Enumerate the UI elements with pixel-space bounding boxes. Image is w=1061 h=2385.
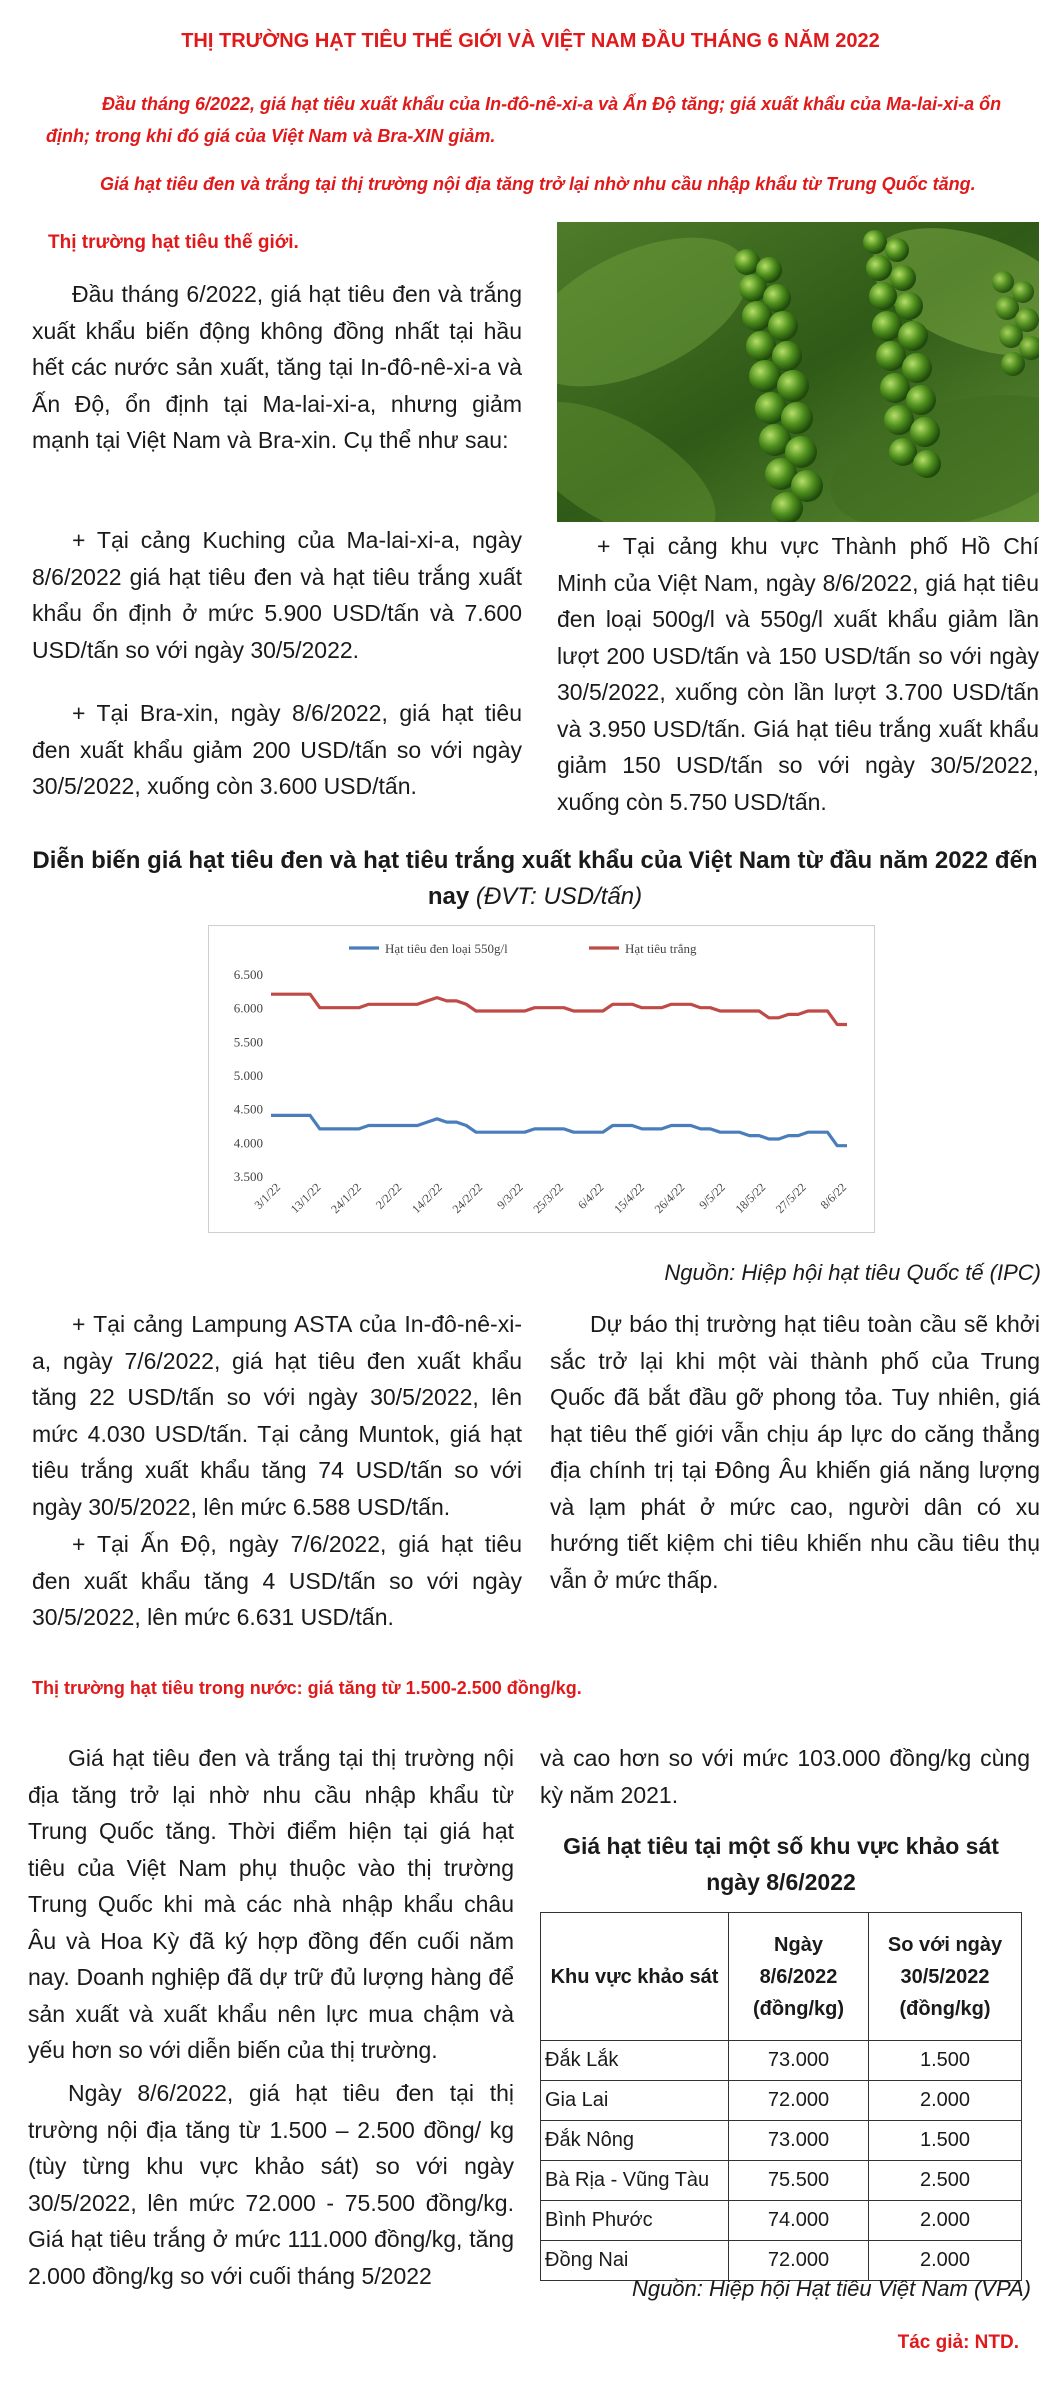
- price-chart: [208, 925, 875, 1233]
- series-line-white-pepper: [271, 994, 847, 1024]
- table-row: [541, 2241, 1022, 2281]
- table-title: Giá hạt tiêu tại một số khu vực khảo sát ngày 8/6/2022: [563, 1833, 999, 1895]
- x-tick-label: 26/4/22: [651, 1180, 688, 1217]
- cell-region: Bà Rịa - Vũng Tàu: [541, 2161, 729, 2201]
- x-tick-label: 13/1/22: [287, 1180, 324, 1217]
- cell-price: 75.500: [729, 2161, 869, 2201]
- y-tick-label: 4.000: [233, 1135, 263, 1151]
- world-market-heading: Thị trường hạt tiêu thế giới.: [48, 232, 299, 253]
- x-tick-label: 25/3/22: [530, 1180, 567, 1217]
- header-price: Ngày 8/6/2022 (đồng/kg): [729, 1913, 869, 2041]
- table-row: [541, 2201, 1022, 2241]
- x-tick-label: 8/6/22: [817, 1180, 850, 1212]
- cell-region: Đắk Nông: [541, 2121, 729, 2161]
- domestic-paragraph-2-continued: và cao hơn so với mức 103.000 đồng/kg cùng kỳ năm 2021.: [540, 1745, 1030, 1808]
- price-table: [540, 1912, 1022, 2281]
- y-tick-label: 4.500: [233, 1101, 263, 1117]
- chart-title-main: Diễn biến giá hạt tiêu đen và hạt tiêu trắng xuất khẩu của Việt Nam từ đầu năm 2022 đến nay: [32, 847, 1038, 910]
- cell-change: 2.500: [869, 2161, 1022, 2201]
- cell-region: Bình Phước: [541, 2201, 729, 2241]
- y-tick-label: 6.500: [233, 967, 263, 982]
- y-tick-label: 3.500: [233, 1169, 263, 1184]
- header-change: So với ngày 30/5/2022 (đồng/kg): [869, 1913, 1022, 2041]
- cell-change: 2.000: [869, 2241, 1022, 2281]
- summary-line-2: Giá hạt tiêu đen và trắng tại thị trường nội địa tăng trở lại nhờ nhu cầu nhập khẩu từ Trung Quốc tăng.: [100, 174, 976, 194]
- table-header-row: [541, 1913, 1022, 2041]
- table-row: [541, 2161, 1022, 2201]
- cell-price: 72.000: [729, 2081, 869, 2121]
- chart-title: [30, 843, 1040, 915]
- vietnam-export-paragraph: + Tại cảng khu vực Thành phố Hồ Chí Minh của Việt Nam, ngày 8/6/2022, giá hạt tiêu đen loại 500g/l và 550g/l xuất khẩu giảm lần lượt 200 USD/tấn và 150 USD/tấn so với ngày 30/5/2022, xuống còn lần lượt 3.700 USD/tấn và 3.950 USD/tấn. Giá hạt tiêu trắng xuất khẩu giảm 150 USD/tấn so với ngày 30/5/2022, xuống còn 5.750 USD/tấn.: [557, 533, 1039, 815]
- chart-source: Nguồn: Hiệp hội hạt tiêu Quốc tế (IPC): [664, 1260, 1041, 1285]
- x-tick-label: 27/5/22: [772, 1180, 809, 1217]
- x-tick-label: 2/2/22: [372, 1180, 405, 1212]
- x-tick-label: 24/2/22: [449, 1180, 486, 1217]
- forecast-paragraph: Dự báo thị trường hạt tiêu toàn cầu sẽ khởi sắc trở lại khi một vài thành phố của Trung Quốc đã bắt đầu gỡ phong tỏa. Tuy nhiên, giá hạt tiêu thế giới vẫn chịu áp lực do căng thẳng địa chính trị tại Đông Âu khiến giá năng lượng và lạm phát ở mức cao, người dân có xu hướng tiết kiệm chi tiêu khiến nhu cầu tiêu thụ vẫn ở mức thấp.: [550, 1311, 1040, 1593]
- domestic-market-heading: Thị trường hạt tiêu trong nước: giá tăng từ 1.500-2.500 đồng/kg.: [32, 1678, 582, 1698]
- pepper-photo: [557, 222, 1039, 522]
- pepper-berries-image: [557, 222, 1039, 522]
- cell-region: Đồng Nai: [541, 2241, 729, 2281]
- legend-white-pepper-label: Hạt tiêu trắng: [625, 941, 697, 956]
- table-row: [541, 2081, 1022, 2121]
- x-tick-label: 24/1/22: [328, 1180, 364, 1217]
- chart-title-unit: (ĐVT: USD/tấn): [475, 883, 643, 910]
- price-chart-svg: [209, 926, 876, 1234]
- world-intro-paragraph: Đầu tháng 6/2022, giá hạt tiêu đen và trắng xuất khẩu biến động không đồng nhất tại hầu hết các nước sản xuất, tăng tại In-đô-nê-xi-a và Ấn Độ, ổn định tại Ma-lai-xi-a, nhưng giảm mạnh tại Việt Nam và Bra-xin. Cụ thể như sau:: [32, 281, 522, 453]
- x-tick-label: 18/5/22: [732, 1180, 769, 1217]
- malaysia-paragraph: + Tại cảng Kuching của Ma-lai-xi-a, ngày 8/6/2022 giá hạt tiêu đen và hạt tiêu trắng xuất khẩu ổn định ở mức 5.900 USD/tấn và 7.600 USD/tấn so với ngày 30/5/2022.: [32, 527, 522, 663]
- cell-change: 1.500: [869, 2041, 1022, 2081]
- cell-change: 1.500: [869, 2121, 1022, 2161]
- table-source: Nguồn: Hiệp hội Hạt tiêu Việt Nam (VPA): [631, 2276, 1031, 2301]
- x-tick-label: 15/4/22: [611, 1180, 647, 1217]
- x-tick-label: 9/5/22: [696, 1180, 728, 1212]
- legend-black-pepper-label: Hạt tiêu đen loại 550g/l: [385, 941, 508, 956]
- series-line-black-pepper: [271, 1115, 847, 1145]
- table-row: [541, 2121, 1022, 2161]
- summary-line-1: Đầu tháng 6/2022, giá hạt tiêu xuất khẩu của In-đô-nê-xi-a và Ấn Độ tăng; giá xuất khẩu của Ma-lai-xi-a ổn định; trong khi đó giá của Việt Nam và Bra-XIN giảm.: [46, 94, 1002, 146]
- domestic-paragraph-2: Ngày 8/6/2022, giá hạt tiêu đen tại thị trường nội địa tăng từ 1.500 – 2.500 đồng/ kg (tùy từng khu vực khảo sát) so với ngày 30/5/2022, lên mức 72.000 - 75.500 đồng/kg. Giá hạt tiêu trắng ở mức 111.000 đồng/kg, tăng 2.000 đồng/kg so với cuối tháng 5/2022: [28, 2080, 514, 2289]
- x-tick-label: 14/2/22: [409, 1180, 445, 1217]
- y-tick-label: 5.000: [233, 1068, 263, 1083]
- x-tick-label: 9/3/22: [494, 1180, 526, 1212]
- cell-region: Gia Lai: [541, 2081, 729, 2121]
- y-tick-label: 5.500: [233, 1034, 263, 1050]
- indonesia-paragraph: + Tại cảng Lampung ASTA của In-đô-nê-xi-a, ngày 7/6/2022, giá hạt tiêu đen xuất khẩu tăng 22 USD/tấn so với ngày 30/5/2022, lên mức 4.030 USD/tấn. Tại cảng Muntok, giá hạt tiêu trắng xuất khẩu tăng 74 USD/tấn so với ngày 30/5/2022, lên mức 6.588 USD/tấn.: [32, 1311, 522, 1520]
- cell-price: 72.000: [729, 2241, 869, 2281]
- cell-price: 73.000: [729, 2121, 869, 2161]
- header-region: Khu vực khảo sát: [541, 1913, 729, 2041]
- cell-change: 2.000: [869, 2081, 1022, 2121]
- cell-price: 74.000: [729, 2201, 869, 2241]
- page-title: THỊ TRƯỜNG HẠT TIÊU THẾ GIỚI VÀ VIỆT NAM ĐẦU THÁNG 6 NĂM 2022: [181, 30, 880, 52]
- cell-change: 2.000: [869, 2201, 1022, 2241]
- table-row: [541, 2041, 1022, 2081]
- india-paragraph: + Tại Ấn Độ, ngày 7/6/2022, giá hạt tiêu đen xuất khẩu tăng 4 USD/tấn so với ngày 30/5/2022, lên mức 6.631 USD/tấn.: [32, 1531, 522, 1630]
- cell-price: 73.000: [729, 2041, 869, 2081]
- x-tick-label: 6/4/22: [574, 1180, 607, 1212]
- x-tick-label: 3/1/22: [251, 1180, 284, 1212]
- domestic-paragraph-1: Giá hạt tiêu đen và trắng tại thị trường nội địa tăng trở lại nhờ nhu cầu nhập khẩu từ Trung Quốc tăng. Thời điểm hiện tại giá hạt tiêu của Việt Nam phụ thuộc vào thị trường Trung Quốc khi mà các nhà nhập khẩu châu Âu và Hoa Kỳ đã ký hợp đồng đến cuối năm nay. Doanh nghiệp đã dự trữ đủ lượng hàng để sản xuất và xuất khẩu nên lực mua chậm và yếu hơn so với diễn biến của thị trường.: [28, 1745, 514, 2063]
- author: Tác giả: NTD.: [897, 2332, 1019, 2353]
- y-tick-label: 6.000: [233, 1000, 263, 1016]
- brazil-paragraph: + Tại Bra-xin, ngày 8/6/2022, giá hạt tiêu đen xuất khẩu giảm 200 USD/tấn so với ngày 30/5/2022, xuống còn 3.600 USD/tấn.: [32, 700, 522, 799]
- cell-region: Đắk Lắk: [541, 2041, 729, 2081]
